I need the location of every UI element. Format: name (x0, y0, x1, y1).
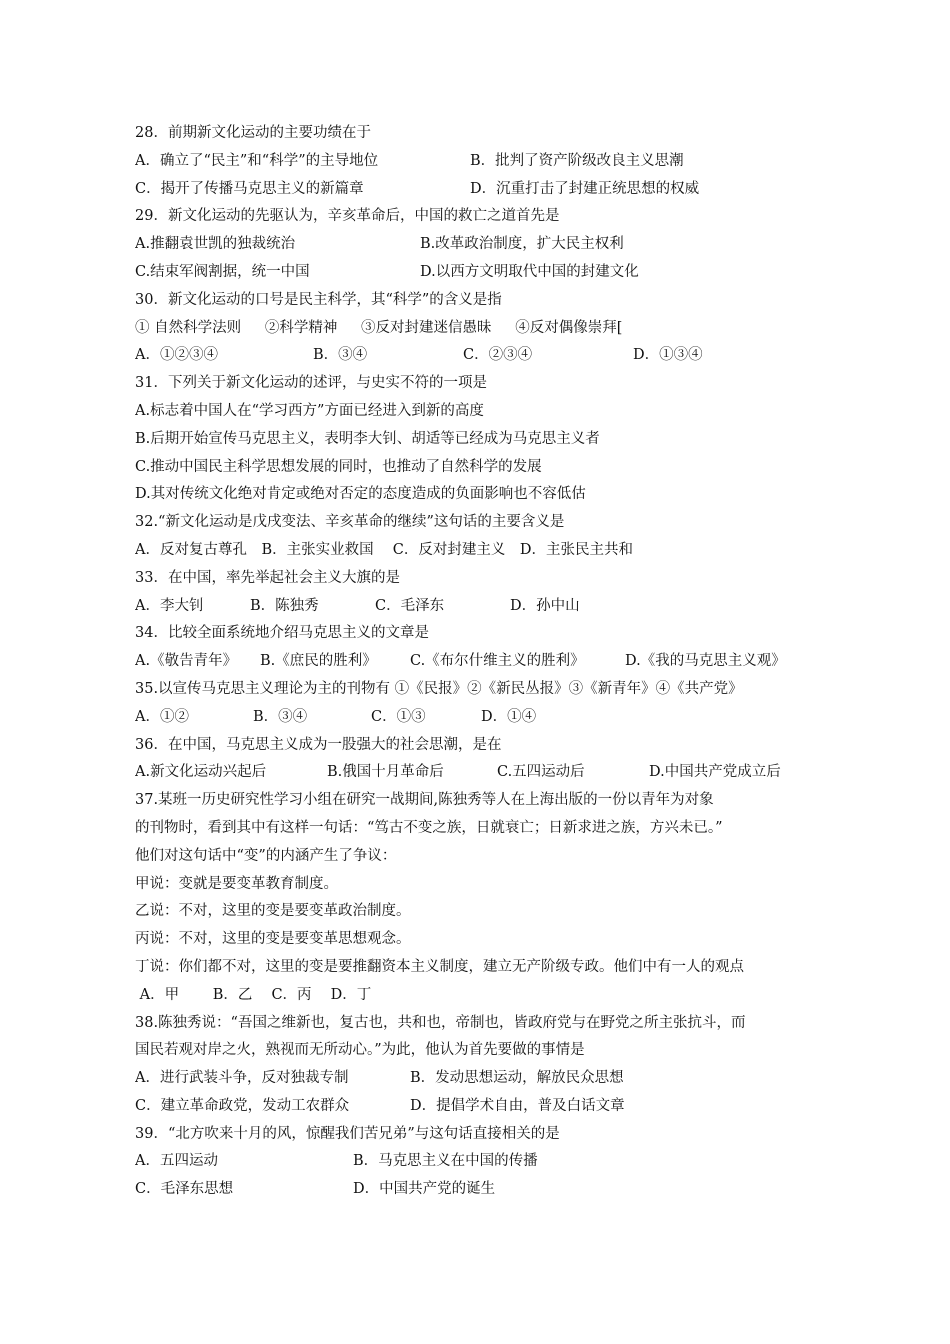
q38-stem-line1: 38.陈独秀说：“吾国之维新也，复古也，共和也，帝制也，皆政府党与在野党之所主张抗斗，而 (135, 1014, 746, 1031)
q30-option-a: A．①②③④ (135, 347, 218, 364)
q28-option-d: D．沉重打击了封建正统思想的权威 (470, 180, 700, 197)
q30-options (135, 342, 825, 370)
question-list (135, 120, 825, 1204)
q37-opinion-ding: 丁说：你们都不对，这里的变是要推翻资本主义制度，建立无产阶级专政。他们中有一人的观点 (135, 958, 744, 975)
q31-option-b: B.后期开始宣传马克思主义，表明李大钊、胡适等已经成为马克思主义者 (135, 430, 600, 447)
q39-options-row2 (135, 1176, 825, 1204)
q29-stem: 29．新文化运动的先驱认为，辛亥革命后，中国的救亡之道首先是 (135, 208, 560, 225)
q36-option-d: D.中国共产党成立后 (649, 764, 781, 781)
q36-options (135, 759, 825, 787)
q28-option-b: B．批判了资产阶级改良主义思潮 (470, 152, 684, 169)
q31-option-a: A.标志着中国人在“学习西方”方面已经进入到新的高度 (135, 402, 484, 419)
q35-option-d: D．①④ (481, 708, 537, 725)
q38-option-b: B．发动思想运动，解放民众思想 (410, 1070, 624, 1087)
q29-option-a: A.推翻袁世凯的独裁统治 (135, 236, 296, 253)
q37-stem-line2: 的刊物时，看到其中有这样一句话：“笃古不变之族，日就衰亡；日新求进之族，方兴未已。” (135, 819, 723, 836)
q32-options: A．反对复古尊孔 B．主张实业救国 C．反对封建主义 D．主张民主共和 (135, 541, 633, 558)
q38-options-row2 (135, 1093, 825, 1121)
q39-options-row1 (135, 1148, 825, 1176)
q37-opinion-yi: 乙说：不对，这里的变是要变革政治制度。 (135, 903, 411, 920)
q33-option-d: D．孙中山 (510, 597, 580, 614)
q29-options-row2 (135, 259, 825, 287)
q39-option-d: D．中国共产党的诞生 (353, 1181, 496, 1198)
q33-option-c: C．毛泽东 (375, 597, 445, 614)
q34-options (135, 648, 825, 676)
q35-stem: 35.以宣传马克思主义理论为主的刊物有 ①《民报》②《新民丛报》③《新青年》④《共产党》 (135, 680, 743, 697)
q31-stem: 31．下列关于新文化运动的述评，与史实不符的一项是 (135, 375, 487, 392)
q34-option-d: D.《我的马克思主义观》 (625, 653, 786, 670)
q39-stem: 39．“北方吹来十月的风，惊醒我们苦兄弟”与这句话直接相关的是 (135, 1125, 560, 1142)
q37-stem-line1: 37.某班一历史研究性学习小组在研究一战期间,陈独秀等人在上海出版的一份以青年为对象 (135, 792, 714, 809)
q31-option-d: D.其对传统文化绝对肯定或绝对否定的态度造成的负面影响也不容低估 (135, 486, 586, 503)
q33-options (135, 593, 825, 621)
q35-options (135, 704, 825, 732)
q34-option-c: C.《布尔什维主义的胜利》 (410, 653, 585, 670)
q38-option-a: A．进行武装斗争，反对独裁专制 (135, 1070, 349, 1087)
q36-stem: 36．在中国，马克思主义成为一股强大的社会思潮，是在 (135, 736, 502, 753)
q39-option-b: B．马克思主义在中国的传播 (353, 1153, 538, 1170)
q39-option-c: C．毛泽东思想 (135, 1181, 234, 1198)
q38-option-c: C．建立革命政党，发动工农群众 (135, 1097, 350, 1114)
q30-option-d: D．①③④ (633, 347, 703, 364)
q35-option-a: A．①② (135, 708, 189, 725)
q33-option-b: B．陈独秀 (250, 597, 319, 614)
q29-options-row1 (135, 231, 825, 259)
q33-option-a: A．李大钊 (135, 597, 204, 614)
q33-stem: 33．在中国，率先举起社会主义大旗的是 (135, 569, 400, 586)
q35-option-c: C．①③ (371, 708, 426, 725)
q36-option-b: B.俄国十月革命后 (327, 764, 444, 781)
q38-stem-line2: 国民若观对岸之火，熟视而无所动心。”为此，他认为首先要做的事情是 (135, 1042, 585, 1059)
q34-option-b: B.《庶民的胜利》 (260, 653, 377, 670)
q34-stem: 34．比较全面系统地介绍马克思主义的文章是 (135, 625, 429, 642)
q29-option-c: C.结束军阀割据，统一中国 (135, 263, 310, 280)
q30-items: ① 自然科学法则 ②科学精神 ③反对封建迷信愚昧 ④反对偶像崇拜[ (135, 319, 623, 336)
q38-options-row1 (135, 1065, 825, 1093)
q34-option-a: A.《敬告青年》 (135, 653, 238, 670)
q31-option-c: C.推动中国民主科学思想发展的同时，也推动了自然科学的发展 (135, 458, 542, 475)
q28-options-row2 (135, 176, 825, 204)
q37-opinion-bing: 丙说：不对，这里的变是要变革思想观念。 (135, 931, 411, 948)
q37-stem-line3: 他们对这句话中“变”的内涵产生了争议： (135, 847, 397, 864)
q29-option-b: B.改革政治制度，扩大民主权利 (420, 236, 624, 253)
q28-options-row1 (135, 148, 825, 176)
q35-option-b: B．③④ (253, 708, 308, 725)
q37-opinion-jia: 甲说：变就是要变革教育制度。 (135, 875, 338, 892)
q28-option-a: A．确立了“民主”和“科学”的主导地位 (135, 152, 379, 169)
q29-option-d: D.以西方文明取代中国的封建文化 (420, 263, 639, 280)
q37-options: A．甲 B．乙 C．丙 D．丁 (135, 986, 372, 1003)
q36-option-c: C.五四运动后 (497, 764, 585, 781)
q38-option-d: D．提倡学术自由，普及白话文章 (410, 1097, 625, 1114)
q28-option-c: C．揭开了传播马克思主义的新篇章 (135, 180, 364, 197)
q30-option-b: B．③④ (313, 347, 368, 364)
q30-stem: 30．新文化运动的口号是民主科学，其“科学”的含义是指 (135, 291, 502, 308)
q28-stem: 28．前期新文化运动的主要功绩在于 (135, 125, 371, 141)
q30-option-c: C．②③④ (463, 347, 533, 364)
q32-stem: 32.“新文化运动是戊戌变法、辛亥革命的继续”这句话的主要含义是 (135, 514, 565, 531)
q39-option-a: A．五四运动 (135, 1153, 218, 1170)
q36-option-a: A.新文化运动兴起后 (135, 764, 267, 781)
